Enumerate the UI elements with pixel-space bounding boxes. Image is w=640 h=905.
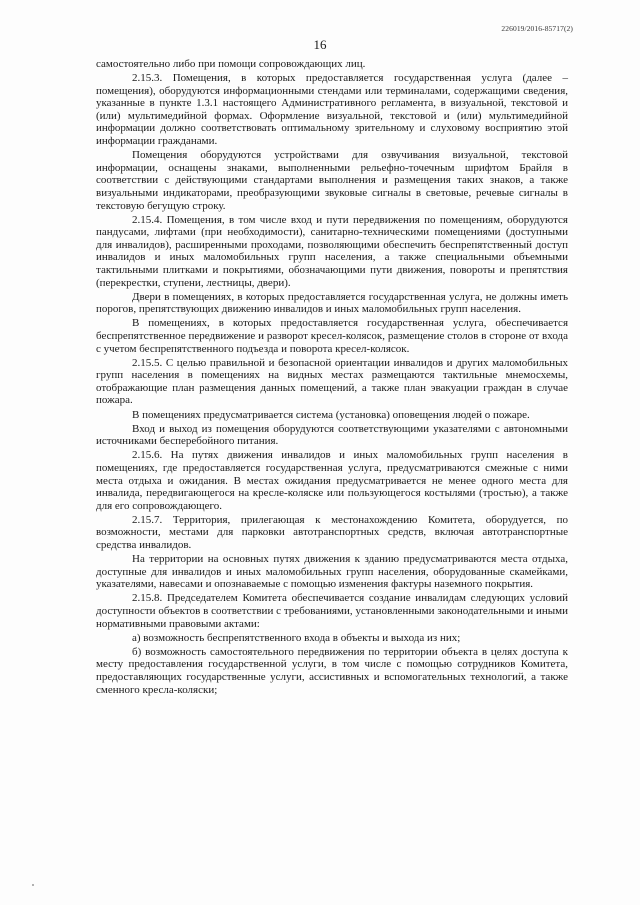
paragraph: В помещениях предусматривается система (установка) оповещения людей о пожаре.	[132, 408, 530, 421]
scan-speck	[32, 884, 34, 886]
paragraph: В помещениях, в которых предоставляется государственная услуга, обеспечивается беспрепятственное передвижение и разворот кресел-колясок, размещение столов в стороне от входа с учетом беспрепятственного подъезда и поворота кресел-колясок.	[96, 317, 568, 355]
paragraph: 2.15.7. Территория, прилегающая к местонахождению Комитета, оборудуется, по возможности, местами для парковки автотранспортных средств, включая автотранспортные средства инвалидов.	[96, 513, 568, 551]
list-item: а) возможность беспрепятственного входа в объекты и выхода из них;	[132, 631, 461, 644]
paragraph: Двери в помещениях, в которых предоставляется государственная услуга, не должны иметь порогов, препятствующих движению инвалидов и иных маломобильных групп населения.	[96, 290, 568, 316]
paragraph: 2.15.3. Помещения, в которых предоставляется государственная услуга (далее – помещения), оборудуются информационными стендами или терминалами, содержащими сведения, указанные в пункте 1.3.1 настоящего Административного регламента, в визуальной, текстовой и (или) мультимедийной формах. Оформление визуальной, текстовой и (или) мультимедийной информации должно соответствовать оптимальному зрительному и слуховому восприятию этой информации гражданами.	[96, 72, 568, 148]
paragraph: Помещения оборудуются устройствами для озвучивания визуальной, текстовой информации, оснащены знаками, выполненными рельефно-точечным шрифтом Брайля в соответствии с действующими стандартами выполнения и размещения таких знаков, а также визуальными индикаторами, преобразующими звуковые сигналы в световые, речевые сигналы в текстовую бегущую строку.	[96, 149, 568, 212]
paragraph: 2.15.5. С целью правильной и безопасной ориентации инвалидов и других маломобильных групп населения в помещениях на видных местах размещаются тактильные мнемосхемы, отображающие план размещения данных помещений, а также план эвакуации граждан в случае пожара.	[96, 356, 568, 407]
paragraph: самостоятельно либо при помощи сопровождающих лиц.	[96, 58, 366, 70]
paragraph: 2.15.6. На путях движения инвалидов и иных маломобильных групп населения в помещениях, где предоставляется государственная услуга, предусматриваются смежные с ними места отдыха и ожидания. В местах ожидания предусматривается не менее одного места для инвалида, передвигающегося на кресле-коляске или пользующегося костылями (тростью), а также для его сопровождающего.	[96, 449, 568, 512]
paragraph: 2.15.8. Председателем Комитета обеспечивается создание инвалидам следующих условий доступности объектов в соответствии с требованиями, установленными законодательными и иными нормативными правовыми актами:	[96, 592, 568, 630]
list-item: б) возможность самостоятельного передвижения по территории объекта в целях доступа к месту предоставления государственной услуги, в том числе с помощью сотрудников Комитета, предоставляющих государственные услуги, ассистивных и вспомогательных технологий, а также сменного кресла-коляски;	[96, 645, 568, 696]
document-number: 226019/2016-85717(2)	[501, 24, 573, 33]
paragraph: Вход и выход из помещения оборудуются соответствующими указателями с автономными источниками бесперебойного питания.	[96, 422, 568, 448]
document-body	[96, 58, 568, 698]
page-number: 16	[313, 37, 327, 52]
paragraph: 2.15.4. Помещения, в том числе вход и пути передвижения по помещениям, оборудуются пандусами, лифтами (при необходимости), санитарно-техническими помещениями (доступными для инвалидов), расширенными проходами, позволяющими обеспечить беспрепятственный доступ инвалидов и иных маломобильных групп населения, а также специальными объемными тактильными плитками и покрытиями, обозначающими пути движения, повороты и препятствия (перекрестки, ступени, лестницы, двери).	[96, 213, 568, 289]
paragraph: На территории на основных путях движения к зданию предусматриваются места отдыха, доступные для инвалидов и иных маломобильных групп населения, оборудованные скамейками, указателями, навесами и опознаваемые с помощью изменения фактуры наземного покрытия.	[96, 553, 568, 591]
